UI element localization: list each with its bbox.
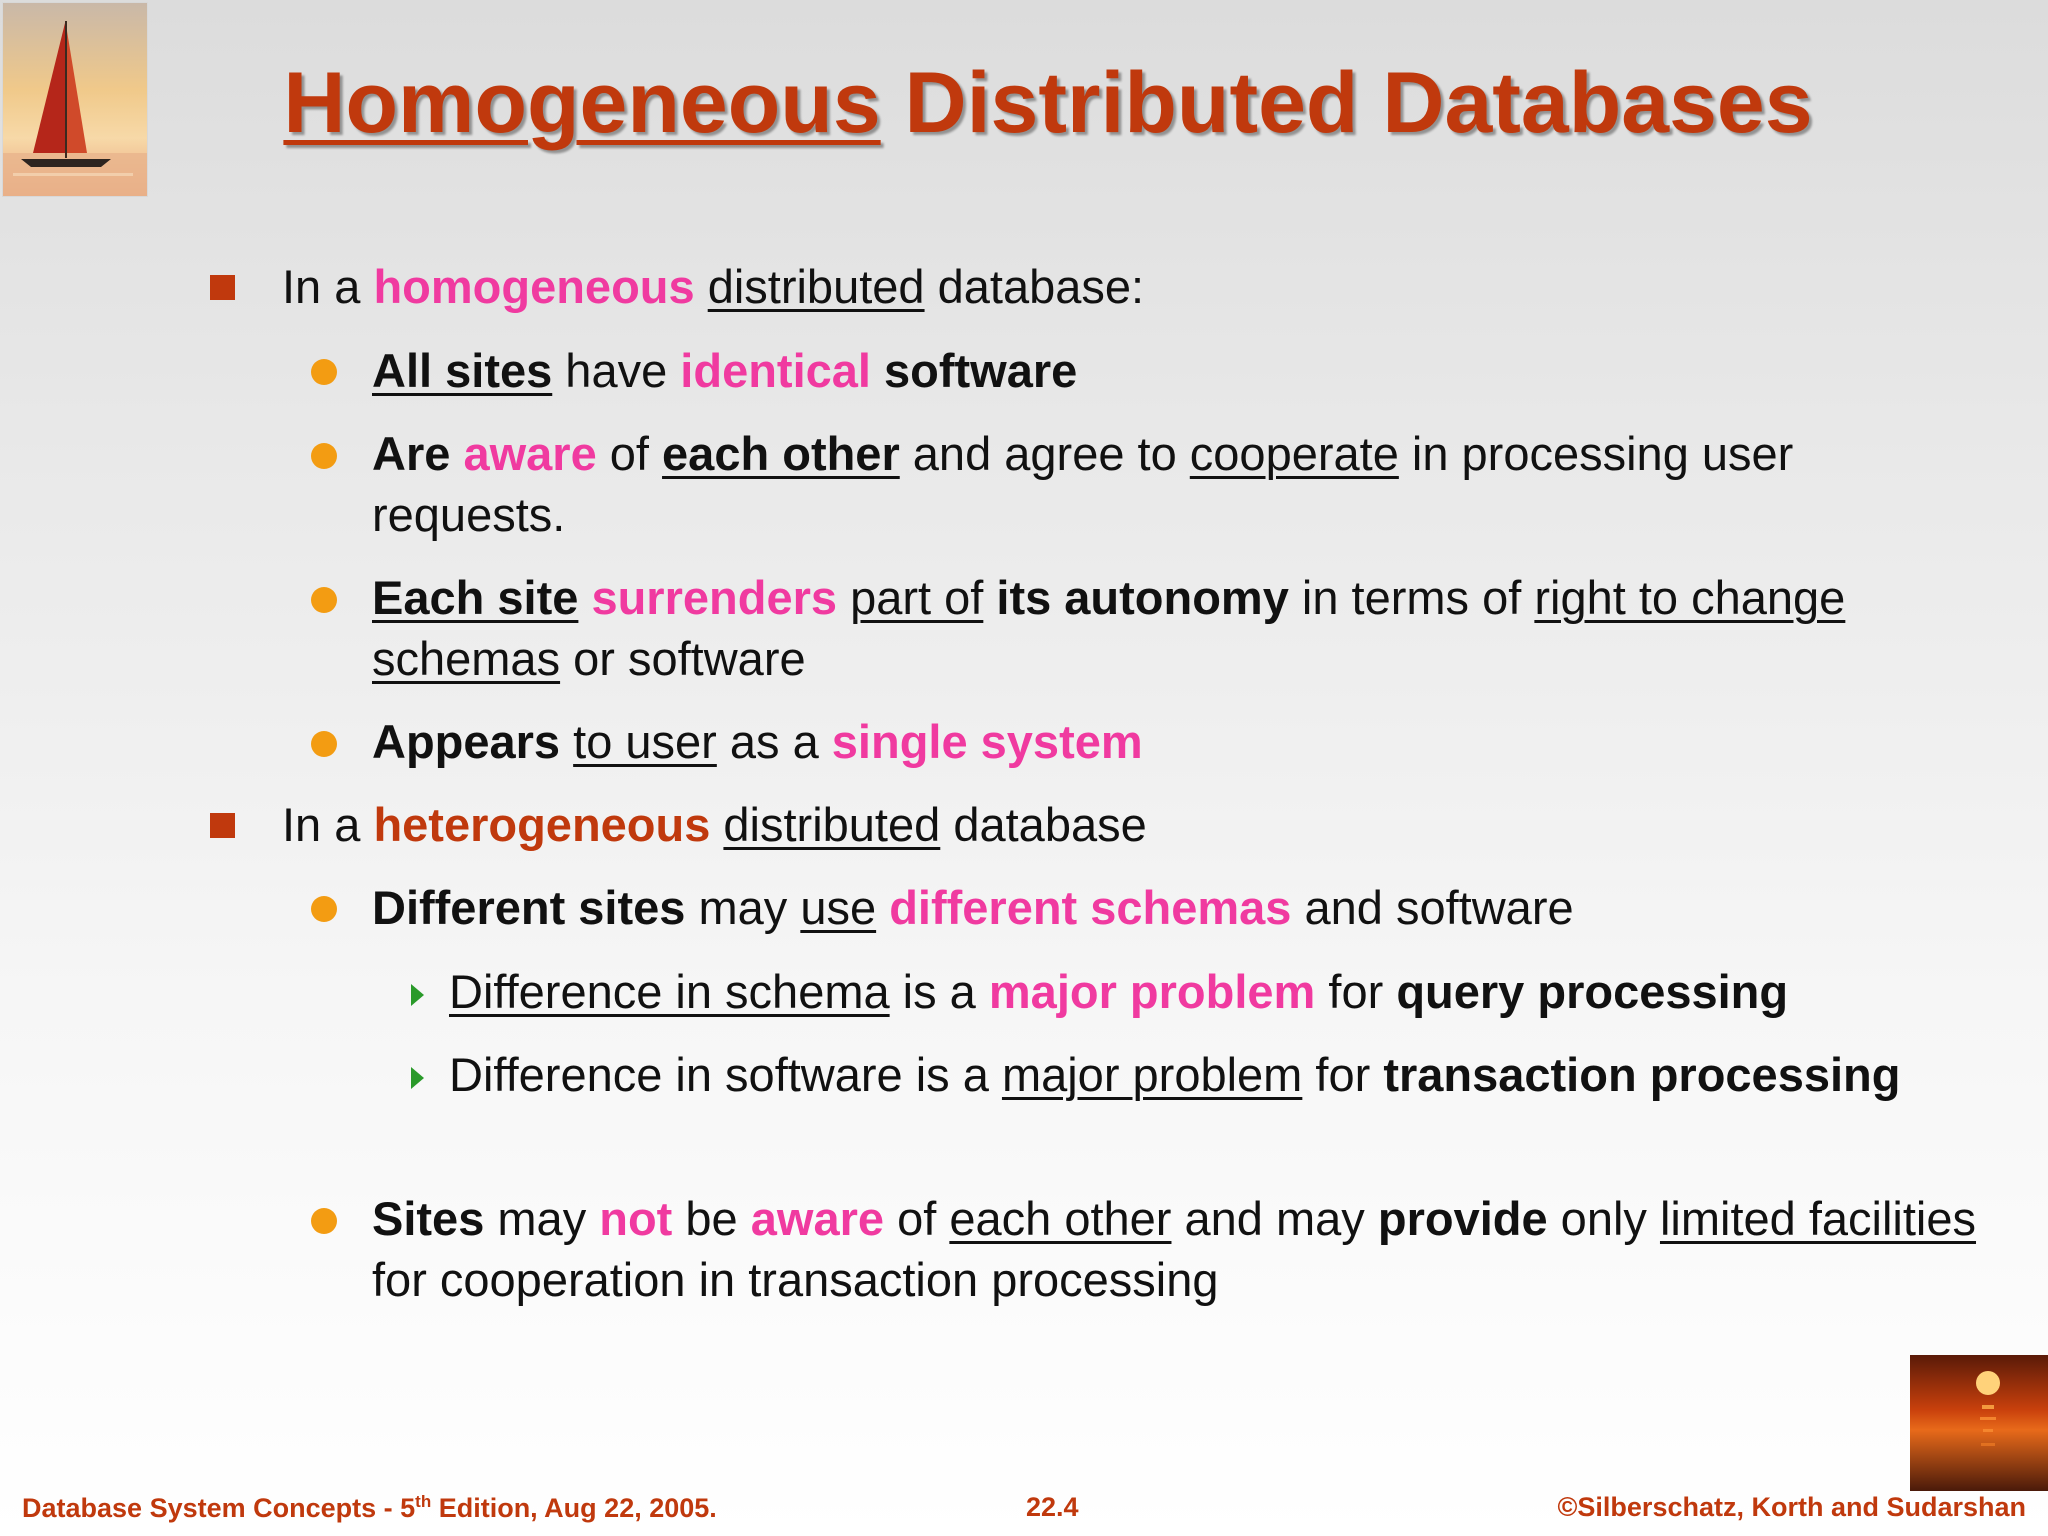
footer-book-title: Database System Concepts - 5th Edition, Aug 22, 2005. — [22, 1492, 717, 1523]
bullet-single-system: Appears to user as a single system — [372, 715, 1143, 768]
footer-page-number: 22.4 — [1026, 1492, 1079, 1522]
circle-bullet-icon — [311, 359, 337, 385]
arrow-bullet-icon — [411, 984, 424, 1006]
circle-bullet-icon — [311, 443, 337, 469]
bullet-different-sites: Different sites may use different schemas and software — [372, 881, 1574, 934]
bullet-all-sites: All sites have identical software — [372, 344, 1078, 397]
bullet-homogeneous: In a homogeneous distributed database: — [282, 260, 1145, 313]
arrow-bullet-icon — [411, 1067, 424, 1089]
bullet-not-aware: Sites may not be aware of each other and may provide only limited facilities for cooperation in transaction processing — [372, 1192, 1977, 1306]
bullet-software-difference: Difference in software is a major problem for transaction processing — [449, 1048, 1901, 1101]
bullet-heterogeneous: In a heterogeneous distributed database — [282, 798, 1147, 851]
sunset-image — [1910, 1355, 2048, 1491]
circle-bullet-icon — [311, 896, 337, 922]
circle-bullet-icon — [311, 731, 337, 757]
page-title — [0, 48, 2048, 158]
footer-copyright: ©Silberschatz, Korth and Sudarshan — [1557, 1492, 2026, 1522]
circle-bullet-icon — [311, 587, 337, 613]
title-underlined-word: Homogeneous — [283, 55, 881, 151]
bullet-schema-difference: Difference in schema is a major problem for query processing — [449, 965, 1789, 1018]
bullet-autonomy: Each site surrenders part of its autonomy in terms of right to change schemas or software — [372, 571, 1846, 685]
bullet-aware: Are aware of each other and agree to cooperate in processing user requests. — [372, 427, 1794, 541]
circle-bullet-icon — [311, 1208, 337, 1234]
square-bullet-icon — [210, 813, 235, 838]
square-bullet-icon — [210, 275, 235, 300]
title-rest: Distributed Databases — [880, 55, 1813, 151]
